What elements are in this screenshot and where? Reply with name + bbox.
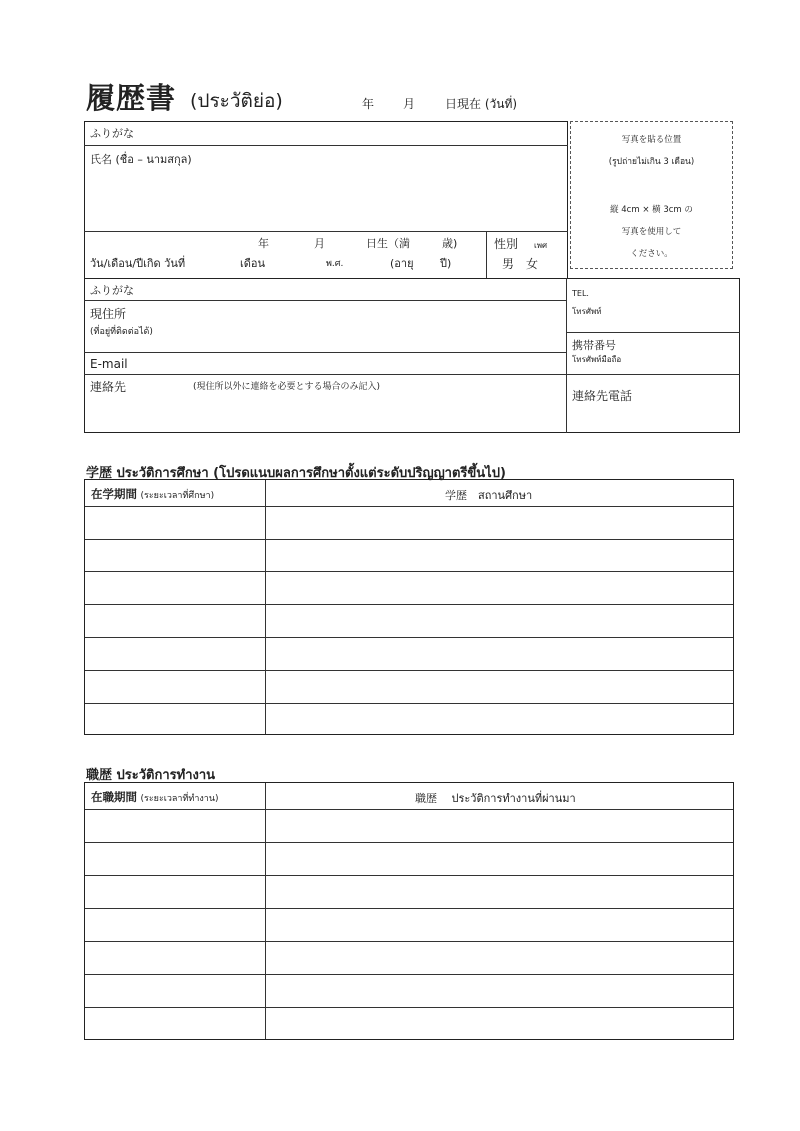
gender-thai-label: เพศ xyxy=(534,241,548,250)
birth-year-label: 年 xyxy=(258,237,269,250)
education-section-title: 学歴 ประวัติการศึกษา (โปรดแนบผลการศึกษาตั้งแต่ระดับปริญญาตรีขึ้นไป) xyxy=(86,466,506,481)
age-year-thai-label: ปี) xyxy=(440,257,452,270)
page-title-thai: (ประวัติย่อ) xyxy=(190,90,283,112)
current-address-thai-label: (ที่อยู่ที่ติดต่อได้) xyxy=(90,327,153,337)
photo-line-3: 縦 4cm × 横 3cm の xyxy=(610,205,693,215)
table-row[interactable] xyxy=(85,506,733,507)
email-field[interactable] xyxy=(150,355,560,373)
birth-month-thai-label: เดือน xyxy=(240,257,266,270)
name-field[interactable] xyxy=(88,172,558,228)
table-row[interactable] xyxy=(85,670,733,671)
date-year-label: 年 xyxy=(362,97,375,111)
work-history-header: 職歴 ประวัติการทำงานที่ผ่านมา xyxy=(415,792,576,805)
table-row[interactable] xyxy=(85,974,733,975)
mobile-label: 携帯番号 xyxy=(572,339,616,352)
table-row[interactable] xyxy=(85,703,733,704)
table-row[interactable] xyxy=(85,539,733,540)
photo-line-4: 写真を使用して xyxy=(621,227,682,237)
email-label: E-mail xyxy=(90,357,128,371)
contact-label: 連絡先 xyxy=(90,380,127,394)
table-row[interactable] xyxy=(85,941,733,942)
work-period-header xyxy=(91,789,219,805)
work-section-title: 職歴 ประวัติการทำงาน xyxy=(86,768,216,783)
photo-placeholder[interactable] xyxy=(570,121,733,269)
education-period-header xyxy=(91,486,214,502)
birth-date-thai-label: วัน/เดือน/ปีเกิด วันที่ xyxy=(90,257,186,270)
table-row[interactable] xyxy=(85,809,733,810)
table-row[interactable] xyxy=(85,1007,733,1008)
tel-thai-label: โทรศัพท์ xyxy=(572,307,602,316)
gender-label: 性別 xyxy=(494,237,519,251)
mobile-thai-label: โทรศัพท์มือถือ xyxy=(572,355,622,364)
education-period-thai: (ระยะเวลาที่ศึกษา) xyxy=(140,491,215,501)
address-field[interactable] xyxy=(190,304,560,348)
contact-phone-label: 連絡先電話 xyxy=(572,389,633,403)
table-row[interactable] xyxy=(85,842,733,843)
name-label: 氏名 (ชื่อ – นามสกุล) xyxy=(90,153,192,166)
tel-label: TEL. xyxy=(572,289,589,298)
work-table xyxy=(84,782,734,1040)
age-unit-label: 歳) xyxy=(442,237,458,250)
birth-month-label: 月 xyxy=(314,237,325,250)
age-thai-label: (อายุ xyxy=(390,257,414,270)
education-table xyxy=(84,479,734,735)
date-day-label: 日現在 (วันที่) xyxy=(445,97,518,111)
photo-line-2: (รูปถ่ายไม่เกิน 3 เดือน) xyxy=(608,157,695,167)
work-period-label: 在職期間 xyxy=(91,790,137,804)
education-school-header: 学歴 สถานศึกษา xyxy=(445,489,533,502)
table-row[interactable] xyxy=(85,571,733,572)
table-row[interactable] xyxy=(85,908,733,909)
contact-field[interactable] xyxy=(90,396,560,428)
work-period-thai: (ระยะเวลาที่ทำงาน) xyxy=(140,794,219,804)
page-title: 履歴書 xyxy=(86,81,177,115)
name-furigana-label: ふりがな xyxy=(90,127,134,140)
current-address-label: 現住所 xyxy=(90,307,127,321)
education-period-label: 在学期間 xyxy=(91,487,137,501)
birth-era-thai-label: พ.ศ. xyxy=(326,259,344,269)
photo-line-1: 写真を貼る位置 xyxy=(621,135,682,145)
table-row[interactable] xyxy=(85,875,733,876)
table-row[interactable] xyxy=(85,637,733,638)
table-row[interactable] xyxy=(85,604,733,605)
contact-note: (現住所以外に連絡を必要とする場合のみ記入) xyxy=(193,382,381,392)
photo-line-5: ください。 xyxy=(630,249,673,259)
gender-options[interactable]: 男 女 xyxy=(502,257,539,271)
birth-day-label: 日生（満 xyxy=(366,237,410,250)
address-furigana-label: ふりがな xyxy=(90,284,134,297)
date-month-label: 月 xyxy=(403,97,416,111)
